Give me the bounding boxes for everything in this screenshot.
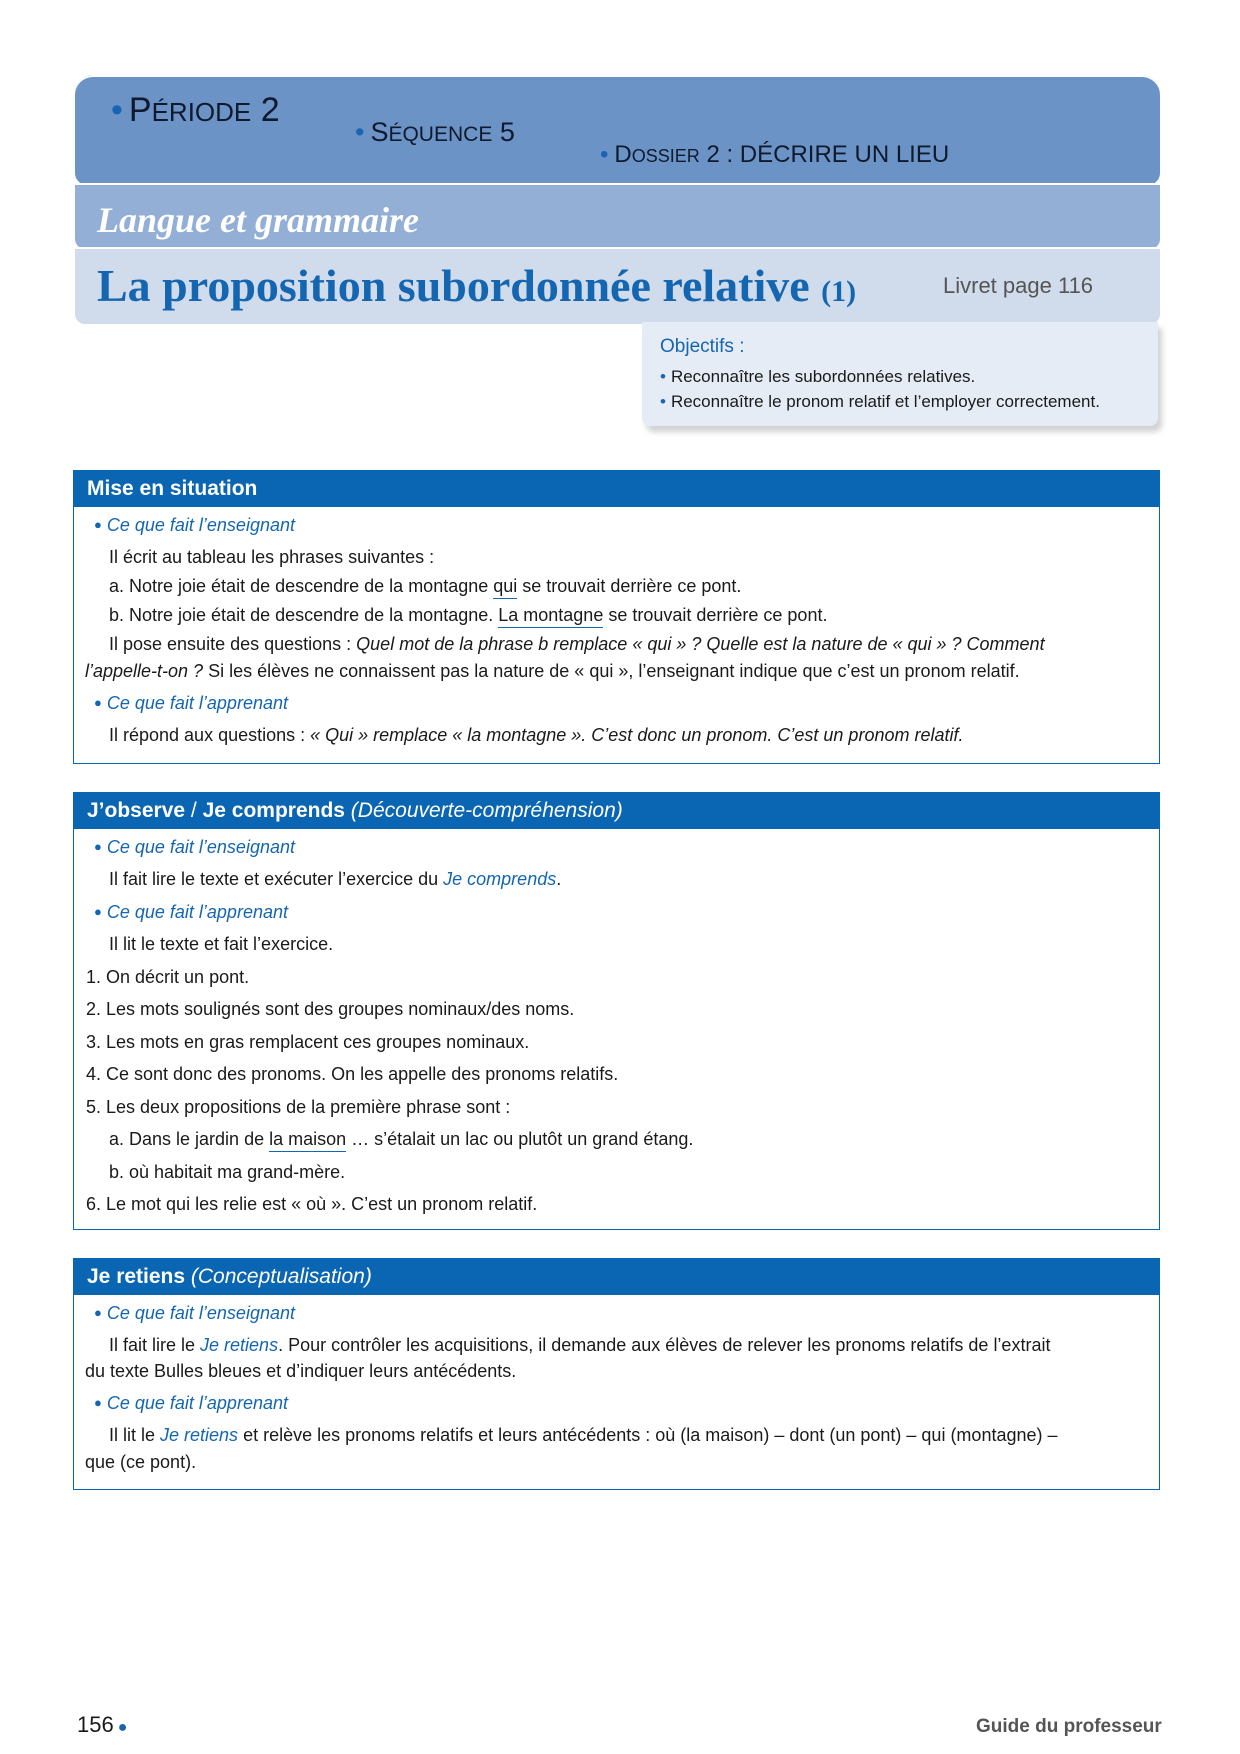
rubrique-band [75, 183, 1160, 249]
bullet-icon: ● [94, 839, 102, 854]
answer-line: 4. Ce sont donc des pronoms. On les appelle des pronoms relatifs. [86, 1064, 619, 1084]
answer-line [109, 1129, 693, 1150]
text-line [109, 869, 561, 890]
text-span: Je comprends [443, 869, 557, 889]
footer-guide-label: Guide du professeur [976, 1716, 1162, 1737]
lesson-title-text: La proposition subordonnée relative [97, 260, 810, 311]
role-learner [94, 1393, 288, 1414]
answer-line: 3. Les mots en gras remplacent ces groupes nominaux. [86, 1032, 530, 1052]
text-line [109, 1425, 1058, 1446]
dossier-rest: OSSIER [631, 146, 700, 166]
periode-rest: ÉRIODE [151, 97, 252, 127]
text-span: Il répond aux questions : [109, 725, 311, 745]
role-teacher-label: Ce que fait l’enseignant [106, 1303, 295, 1323]
underlined-word: La montagne [498, 605, 603, 628]
text-span: . [556, 869, 562, 889]
text-span: Si les élèves ne connaissent pas la nature de « qui », l’enseignant indique que c’est un pronom relatif. [203, 661, 1020, 681]
dossier-label [600, 141, 949, 169]
section-mise-en-situation [73, 470, 1160, 764]
text-span: Quel mot de la phrase b remplace « qui » ? Quelle est la nature de « qui » ? Comment [356, 634, 1045, 654]
section-je-retiens [73, 1258, 1160, 1490]
rubrique-title: Langue et grammaire [97, 200, 419, 240]
role-learner [94, 693, 288, 714]
bullet-icon: ● [94, 517, 102, 532]
text-span: Il lit le [109, 1425, 161, 1445]
text-line: Il écrit au tableau les phrases suivantes : [109, 547, 435, 567]
text-span: Je retiens [200, 1335, 279, 1355]
dossier-title: 2 : DÉCRIRE UN LIEU [706, 141, 950, 168]
role-teacher [94, 837, 295, 858]
objectives-list [660, 364, 1100, 414]
role-learner-label: Ce que fait l’apprenant [106, 693, 288, 713]
role-teacher [94, 515, 295, 536]
text-span: a. Notre joie était de descendre de la montagne [109, 576, 494, 596]
role-learner-label: Ce que fait l’apprenant [106, 902, 288, 922]
bullet-icon: • [600, 141, 609, 168]
sequence-number: 5 [499, 117, 515, 147]
underlined-word: qui [493, 576, 517, 599]
section-title: J’observe [87, 799, 186, 822]
text-span: Je comprends [202, 799, 345, 822]
text-span: (Découverte-compréhension) [344, 799, 623, 822]
lesson-title [97, 259, 856, 312]
text-line: que (ce pont). [85, 1452, 197, 1472]
page-number [77, 1712, 127, 1738]
dossier-prefix: D [614, 141, 632, 168]
role-learner [94, 902, 288, 923]
bullet-icon: ● [94, 1395, 102, 1410]
answer-line: 2. Les mots soulignés sont des groupes nominaux/des noms. [86, 999, 575, 1019]
objectives-title: Objectifs : [660, 336, 745, 357]
answer-line: 6. Le mot qui les relie est « où ». C’est un pronom relatif. [86, 1194, 538, 1214]
text-span: a. Dans le jardin de [109, 1129, 270, 1149]
text-span: (Conceptualisation) [185, 1265, 372, 1288]
livret-page-ref: Livret page 116 [943, 273, 1094, 298]
text-line [85, 661, 1020, 682]
text-line [109, 576, 741, 597]
header-banner [75, 75, 1160, 185]
bullet-icon: ● [117, 1719, 128, 1736]
answer-line: 1. On décrit un pont. [86, 967, 250, 987]
bullet-icon: • [355, 117, 365, 147]
text-span: b. Notre joie était de descendre de la montagne. [109, 605, 499, 625]
text-line [109, 634, 1045, 655]
sequence-rest: ÉQUENCE [388, 123, 493, 146]
text-span: Il pose ensuite des questions : [109, 634, 357, 654]
section-title: Je retiens [87, 1265, 186, 1288]
text-span: . Pour contrôler les acquisitions, il demande aux élèves de relever les pronoms relatifs de l’extrait [278, 1335, 1051, 1355]
section-header [74, 1259, 1159, 1295]
text-span: Je retiens [160, 1425, 239, 1445]
periode-label [111, 91, 280, 130]
text-span: se trouvait derrière ce pont. [517, 576, 742, 596]
text-line [109, 1335, 1050, 1356]
role-teacher [94, 1303, 295, 1324]
sequence-prefix: S [370, 117, 389, 147]
text-span: et relève les pronoms relatifs et leurs antécédents : où (la maison) – dont (un pont) – qui (montagne) – [238, 1425, 1058, 1445]
section-title: Mise en situation [87, 477, 258, 500]
text-line: Il lit le texte et fait l’exercice. [109, 934, 334, 954]
text-span: se trouvait derrière ce pont. [603, 605, 828, 625]
objective-text: Reconnaître le pronom relatif et l’employer correctement. [670, 392, 1100, 411]
section-j-observe [73, 792, 1160, 1230]
text-line: du texte Bulles bleues et d’indiquer leurs antécédents. [85, 1361, 517, 1381]
periode-number: 2 [260, 91, 280, 129]
sequence-label [355, 117, 515, 148]
section-header [74, 471, 1159, 507]
bullet-icon: ● [94, 904, 102, 919]
section-header [74, 793, 1159, 829]
text-line [109, 725, 963, 746]
objective-item [660, 389, 1100, 414]
answer-line: 5. Les deux propositions de la première phrase sont : [86, 1097, 511, 1117]
role-learner-label: Ce que fait l’apprenant [106, 1393, 288, 1413]
periode-prefix: P [128, 91, 152, 129]
page-number-text: 156 [77, 1712, 114, 1737]
lesson-title-number: (1) [821, 275, 857, 308]
underlined-word: la maison [269, 1129, 346, 1152]
text-line [109, 605, 827, 626]
objective-item [660, 364, 1100, 389]
lesson-title-band [75, 247, 1160, 324]
objective-text: Reconnaître les subordonnées relatives. [670, 367, 976, 386]
objectives-card [642, 322, 1158, 426]
text-span: Il fait lire le texte et exécuter l’exercice du [109, 869, 444, 889]
bullet-icon: • [660, 367, 666, 386]
bullet-icon: ● [94, 1305, 102, 1320]
text-span: « Qui » remplace « la montagne ». C’est donc un pronom. C’est un pronom relatif. [310, 725, 964, 745]
bullet-icon: • [111, 91, 123, 129]
bullet-icon: ● [94, 695, 102, 710]
text-span: … s’étalait un lac ou plutôt un grand étang. [346, 1129, 694, 1149]
text-span: Il fait lire le [109, 1335, 201, 1355]
role-teacher-label: Ce que fait l’enseignant [106, 515, 295, 535]
answer-line: b. où habitait ma grand-mère. [109, 1162, 346, 1182]
role-teacher-label: Ce que fait l’enseignant [106, 837, 295, 857]
text-span: l’appelle-t-on ? [85, 661, 204, 681]
text-span: / [185, 799, 203, 822]
bullet-icon: • [660, 392, 666, 411]
